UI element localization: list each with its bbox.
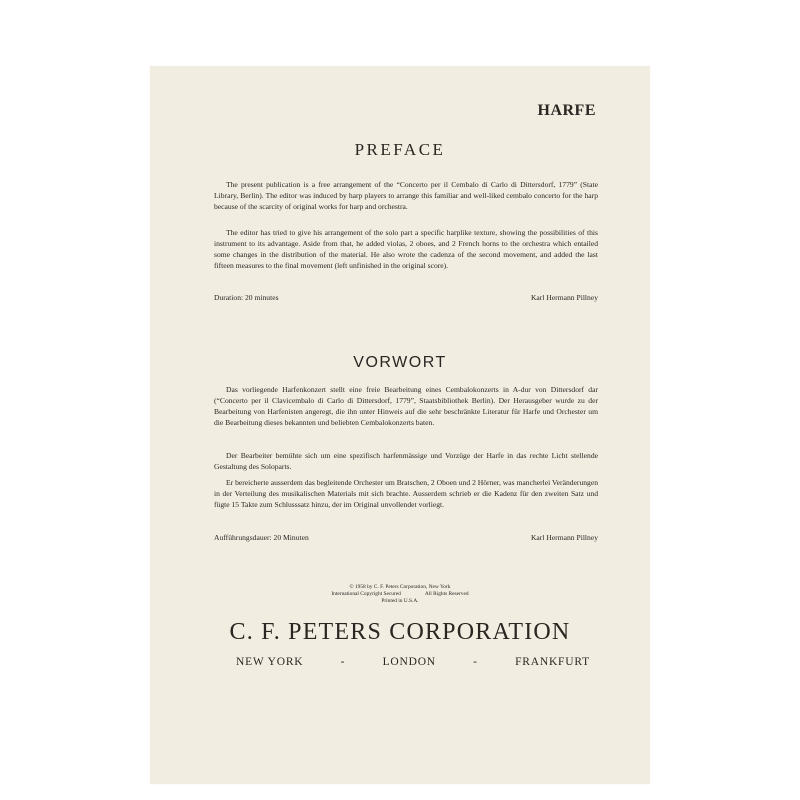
vorwort-paragraph-2: Der Bearbeiter bemühte sich um eine spezifisch harfenmässige und Vorzüge der Harfe in das rechte Licht stellende Gestaltung des Soloparts.: [214, 451, 598, 471]
city-separator: -: [473, 656, 478, 668]
preface-paragraph-2: The editor has tried to give his arrangement of the solo part a specific harplike texture, showing the possibilities of this instrument to its advantage. Aside from that, he added violas, 2 oboes, and 2 French horns to the orchestra which entailed some changes in the distribution of the material. He also wrote the cadenza of the second movement, and added the last fifteen measures to the final movement (left unfinished in the original score).: [214, 228, 598, 270]
vorwort-heading: VORWORT: [353, 354, 447, 371]
vorwort-signature-line: [214, 532, 598, 543]
city-separator: -: [340, 656, 346, 668]
preface-paragraph-1: The present publication is a free arrangement of the “Concerto per il Cembalo di Carlo di Dittersdorf, 1779” (State Library, Berlin). The editor was induced by harp players to arrange this familiar and well-liked cembalo concerto for the harp because of the scarcity of original works for harp and orchestra.: [214, 180, 598, 211]
city-new-york: NEW YORK: [236, 656, 304, 668]
printed-in: Printed in U.S.A.: [381, 598, 419, 604]
copyright-notice: [150, 584, 650, 605]
document-page: [150, 66, 650, 784]
publisher-name: C. F. PETERS CORPORATION: [229, 619, 571, 645]
city-london: LONDON: [382, 656, 436, 668]
vorwort-duration: Aufführungsdauer: 20 Minuten: [214, 533, 309, 542]
preface-heading: PREFACE: [354, 140, 446, 159]
preface-signature-line: [214, 292, 598, 303]
copyright-line: © 1958 by C. F. Peters Corporation, New York: [349, 584, 451, 590]
part-title: HARFE: [537, 102, 596, 119]
preface-author: Karl Hermann Pillney: [530, 293, 598, 302]
copyright-secured: International Copyright Secured: [331, 591, 401, 597]
vorwort-paragraph-1: Das vorliegende Harfenkonzert stellt eine freie Bearbeitung eines Cembalokonzerts in A-dur von Dittersdorf dar (“Concerto per il Clavicembalo di Carlo di Dittersdorf, 1779”, Staatsbibliothek Berlin). Der Herausgeber wurde zu der Bearbeitung von Harfenisten angeregt, die ihn unter Hinweis auf die sehr beschränkte Literatur für Harfe und Orchester um die Bearbeitung dieses bekannten und beliebten Cembalokonzerts baten.: [214, 385, 598, 427]
publisher-cities: [236, 656, 590, 668]
rights-reserved: All Rights Reserved: [424, 591, 469, 597]
copyright-rights-row: [150, 591, 650, 598]
city-frankfurt: FRANKFURT: [515, 656, 590, 668]
vorwort-author: Karl Hermann Pillney: [530, 533, 598, 542]
preface-duration: Duration: 20 minutes: [214, 293, 279, 302]
vorwort-paragraph-3: Er bereicherte ausserdem das begleitende Orchester um Bratschen, 2 Oboen und 2 Hörner, was mancherlei Veränderungen in der Verteilung des musikalischen Materials mit sich brachte. Ausserdem schrieb er die Kadenz für den zweiten Satz und fügte 15 Takte zum Schlusssatz hinzu, der im Original unvollendet vorliegt.: [214, 478, 598, 509]
